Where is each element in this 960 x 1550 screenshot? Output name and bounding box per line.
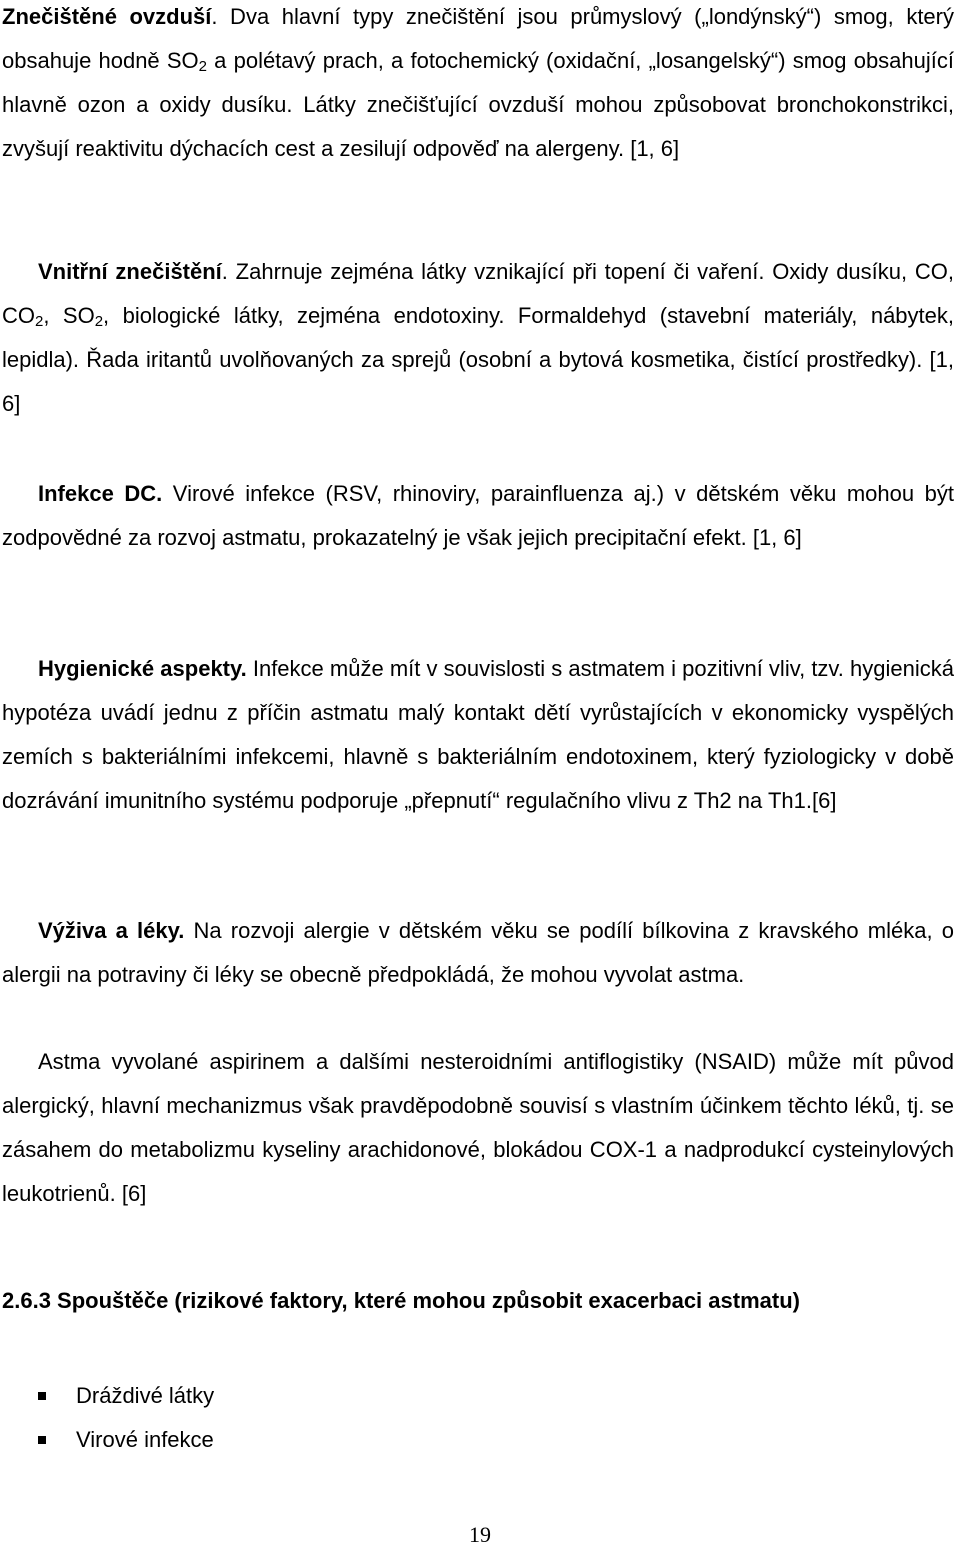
paragraph-text: , SO [43,303,95,328]
section-heading: 2.6.3 Spouštěče (rizikové faktory, které mohou způsobit exacerbaci astmatu) [2,1288,800,1313]
trigger-list [38,1374,214,1462]
paragraph-text: Na rozvoji alergie v dětském věku se podílí bílkovina z kravského mléka, o alergii na potraviny či léky se obecně předpokládá, že mohou vyvolat astma. [2,918,955,987]
list-item [38,1374,214,1418]
paragraph-text: . Dva hlavní typy znečištění jsou průmyslový („londýnský“) smog, který obsahuje hodně SO [2,4,954,73]
paragraph-indoor-pollution [2,250,954,426]
paragraph-lead: Infekce DC. [38,481,163,506]
subscript: 2 [198,58,207,75]
paragraph-air-pollution [2,0,954,171]
paragraph-text: Astma vyvolané aspirinem a dalšími nesteroidními antiflogistiky (NSAID) může mít původ alergický, hlavní mechanizmus však pravděpodobně souvisí s vlastním účinkem těchto léků, tj. se zásahem do metabolizmu kyseliny arachidonové, blokádou COX-1 a nadprodukcí cysteinylových leukotrienů. [6] [2,1049,954,1206]
paragraph-infections [2,472,954,560]
paragraph-hygiene [2,647,954,823]
subscript: 2 [35,313,44,330]
paragraph-text: Virové infekce (RSV, rhinoviry, parainfluenza aj.) v dětském věku mohou být zodpovědné za rozvoj astmatu, prokazatelný je však jejich precipitační efekt. [1, 6] [2,481,954,550]
list-item-label: Virové infekce [76,1427,214,1452]
paragraph-nutrition [2,909,954,997]
paragraph-lead: Vnitřní znečištění [38,259,222,284]
paragraph-text: , biologické látky, zejména endotoxiny. Formaldehyd (stavební materiály, nábytek, lepidla). Řada iritantů uvolňovaných za sprejů (osobní a bytová kosmetika, čistící prostředky). [1, 6] [2,303,955,416]
paragraph-text: Infekce může mít v souvislosti s astmatem i pozitivní vliv, tzv. hygienická hypotéza uvádí jednu z příčin astmatu malý kontakt dětí vyrůstajících v ekonomicky vyspělých zemích s bakteriálními infekcemi, hlavně s bakteriálním endotoxinem, který fyziologicky v době dozrávání imunitního systému podporuje „přepnutí“ regulačního vlivu z Th2 na Th1.[6] [2,656,954,813]
paragraph-lead: Hygienické aspekty. [38,656,247,681]
subscript: 2 [94,313,104,330]
page-number: 19 [469,1522,491,1547]
paragraph-aspirin [2,1040,954,1216]
paragraph-text: . Zahrnuje zejména látky vznikající při topení či vaření. Oxidy dusíku, CO, CO [2,259,954,328]
square-bullet-icon [38,1392,46,1400]
square-bullet-icon [38,1436,46,1444]
list-item [38,1418,214,1462]
paragraph-text: a polétavý prach, a fotochemický (oxidační, „losangelský“) smog obsahující hlavně ozon a oxidy dusíku. Látky znečišťující ovzduší mohou způsobovat bronchokonstrikci, zvyšují reaktivitu dýchacích cest a zesilují odpověď na alergeny. [1, 6] [2,48,954,161]
paragraph-lead: Znečištěné ovzduší [2,4,212,29]
paragraph-lead: Výživa a léky. [38,918,185,943]
list-item-label: Dráždivé látky [76,1383,215,1408]
